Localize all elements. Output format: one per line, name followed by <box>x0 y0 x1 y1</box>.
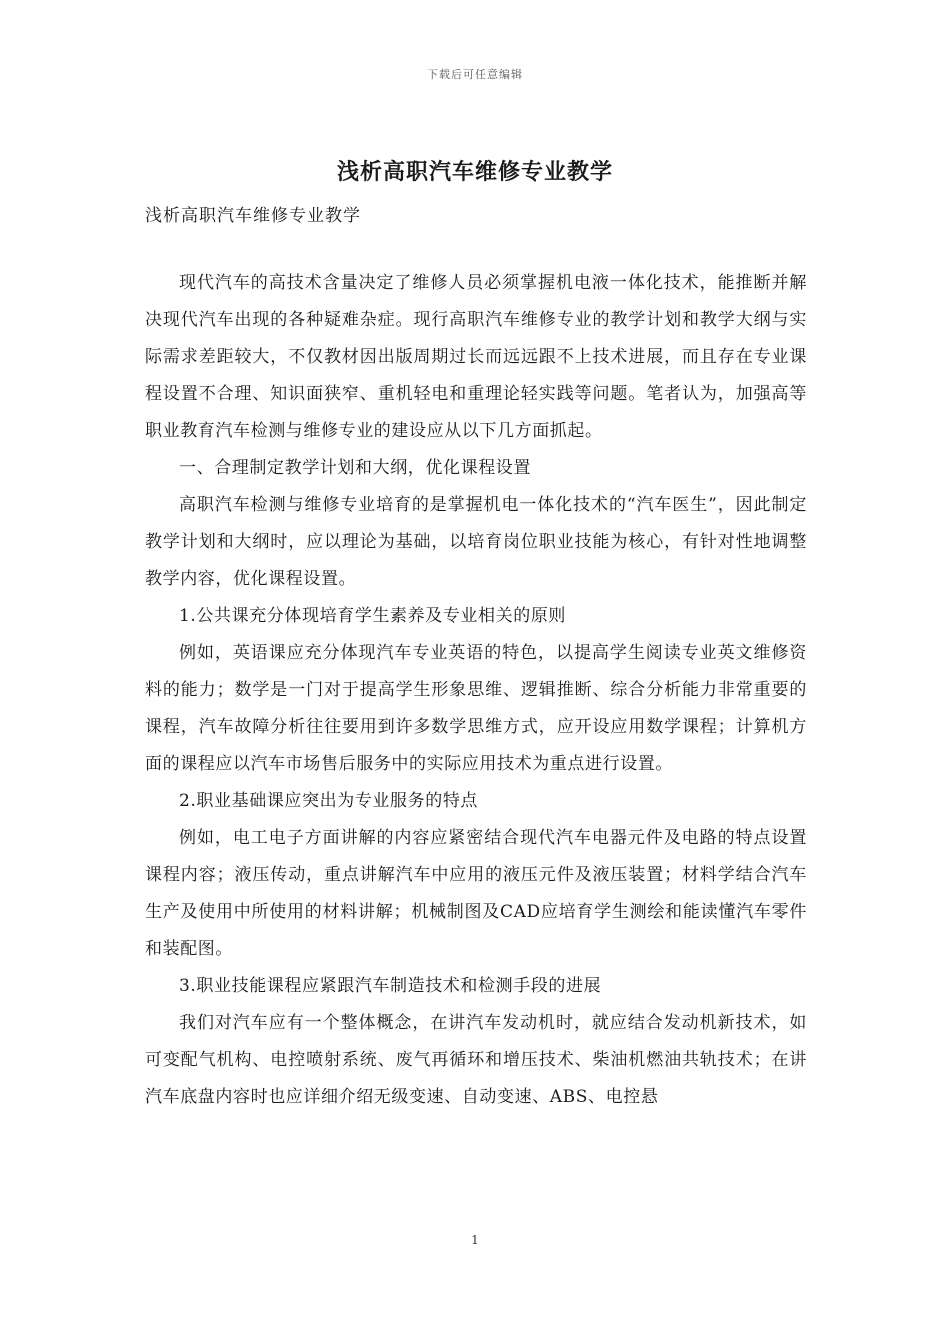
paragraph-foundation-courses: 例如，电工电子方面讲解的内容应紧密结合现代汽车电器元件及电路的特点设置课程内容；液压传动，重点讲解汽车中应用的液压元件及液压装置；材料学结合汽车生产及使用中所使用的材料讲解；机械制图及CAD应培育学生测绘和能读懂汽车零件和装配图。 <box>145 828 807 959</box>
page-number: 1 <box>471 1233 479 1247</box>
paragraph-skill-courses: 我们对汽车应有一个整体概念，在讲汽车发动机时，就应结合发动机新技术，如可变配气机构、电控喷射系统、废气再循环和增压技术、柴油机燃油共轨技术；在讲汽车底盘内容时也应详细介绍无级变速、自动变速、ABS、电控悬 <box>145 1013 807 1107</box>
document-title: 浅析高职汽车维修专业教学 <box>336 160 613 185</box>
subheading-3: 3.职业技能课程应紧跟汽车制造技术和检测手段的进展 <box>179 976 602 996</box>
subheading-1: 1.公共课充分体现培育学生素养及专业相关的原则 <box>179 606 567 626</box>
document-body <box>145 265 807 1116</box>
subheading-2: 2.职业基础课应突出为专业服务的特点 <box>179 791 479 811</box>
paragraph-public-courses: 例如，英语课应充分体现汽车专业英语的特色，以提高学生阅读专业英文维修资料的能力；数学是一门对于提高学生形象思维、逻辑推断、综合分析能力非常重要的课程，汽车故障分析往往要用到许多数学思维方式，应开设应用数学课程；计算机方面的课程应以汽车市场售后服务中的实际应用技术为重点进行设置。 <box>145 643 807 774</box>
paragraph-intro: 现代汽车的高技术含量决定了维修人员必须掌握机电液一体化技术，能推断并解决现代汽车出现的各种疑难杂症。现行高职汽车维修专业的教学计划和教学大纲与实际需求差距较大，不仅教材因出版周期过长而远远跟不上技术进展，而且存在专业课程设置不合理、知识面狭窄、重机轻电和重理论轻实践等问题。笔者认为，加强高等职业教育汽车检测与维修专业的建设应从以下几方面抓起。 <box>145 273 807 441</box>
section-heading-1: 一、合理制定教学计划和大纲，优化课程设置 <box>179 458 531 478</box>
document-subtitle: 浅析高职汽车维修专业教学 <box>145 206 361 226</box>
header-note: 下载后可任意编辑 <box>427 68 523 81</box>
paragraph-section-1: 高职汽车检测与维修专业培育的是掌握机电一体化技术的“汽车医生”，因此制定教学计划和大纲时，应以理论为基础，以培育岗位职业技能为核心，有针对性地调整教学内容，优化课程设置。 <box>145 495 807 589</box>
